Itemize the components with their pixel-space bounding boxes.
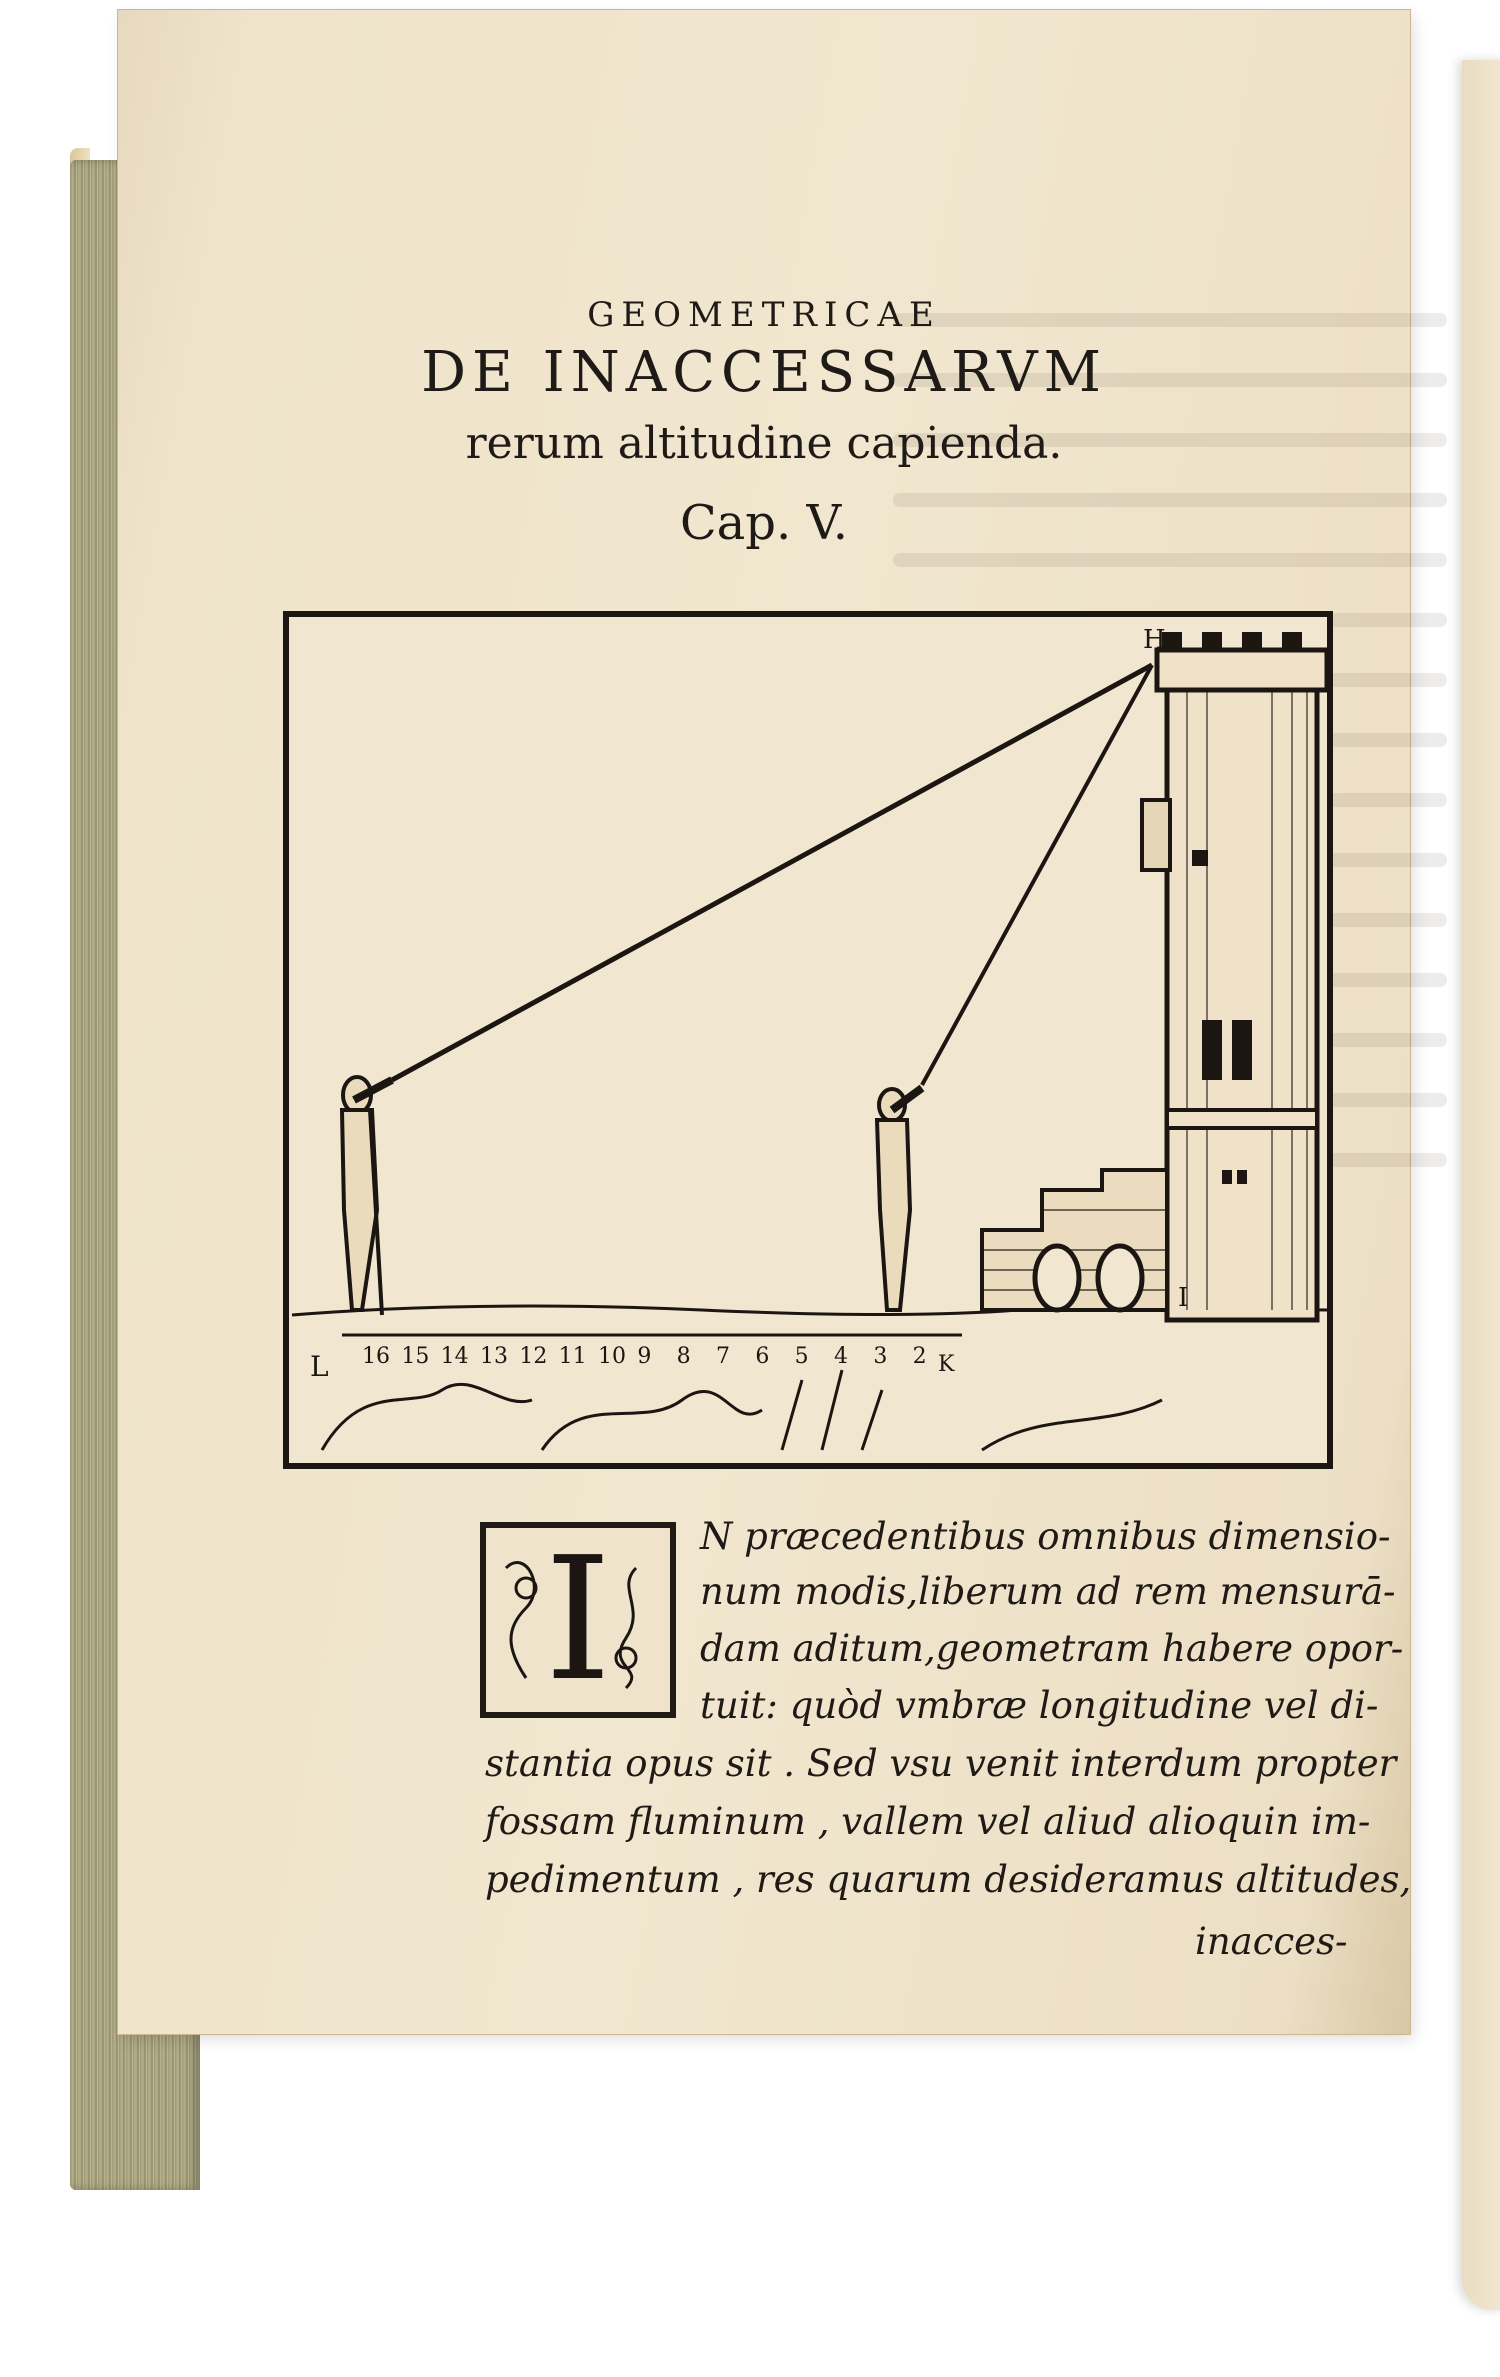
- scale-number: 16: [362, 1344, 390, 1369]
- scale-number: 13: [480, 1344, 508, 1369]
- scale-number: 15: [401, 1344, 430, 1369]
- text-line-5: stantia opus sit . Sed vsu venit interdum propter: [485, 1742, 1397, 1785]
- drop-cap-letter: I: [544, 1521, 612, 1719]
- chapter-number: Cap. V.: [679, 495, 849, 551]
- scale-number: 11: [558, 1344, 587, 1369]
- chapter-title: DE INACCESSARVM: [421, 340, 1107, 405]
- point-label-i: I: [1178, 1283, 1189, 1313]
- scale-number: 7: [716, 1344, 730, 1369]
- facing-page-edge: [1462, 60, 1500, 2310]
- running-title: GEOMETRICAE: [587, 295, 941, 335]
- scale-number: 12: [519, 1344, 548, 1369]
- scale-number: 2: [912, 1344, 927, 1369]
- woodcut-illustration: [282, 610, 1334, 1470]
- point-label-k: K: [938, 1352, 955, 1377]
- text-line-6: fossam fluminum , vallem vel aliud alioquin im-: [485, 1800, 1371, 1843]
- text-line-8: inacces-: [1195, 1920, 1348, 1963]
- scale-numbers: [362, 1344, 955, 1380]
- text-line-7: pedimentum , res quarum desideramus altitudes,: [485, 1858, 1412, 1901]
- text-line-2: num modis,liberum ad rem mensurā-: [700, 1570, 1396, 1613]
- scale-number: 5: [794, 1344, 809, 1369]
- scale-number: 10: [598, 1344, 626, 1369]
- scale-number: 4: [834, 1344, 848, 1369]
- text-line-1: N præcedentibus omnibus dimensio-: [700, 1515, 1391, 1558]
- scale-number: 6: [755, 1344, 770, 1369]
- drop-cap: [480, 1522, 676, 1718]
- scale-number: 3: [873, 1344, 888, 1369]
- tower-icon: [1142, 632, 1327, 1320]
- text-line-4: tuit: quòd vmbræ longitudine vel di-: [700, 1684, 1379, 1727]
- point-label-h: H: [1143, 625, 1166, 655]
- scale-number: 9: [637, 1344, 652, 1369]
- point-label-l: L: [310, 1350, 329, 1383]
- text-line-3: dam aditum,geometram habere opor-: [700, 1627, 1404, 1670]
- scale-number: 8: [676, 1344, 691, 1369]
- scale-number: 14: [440, 1344, 469, 1369]
- chapter-subtitle: rerum altitudine capienda.: [465, 418, 1063, 469]
